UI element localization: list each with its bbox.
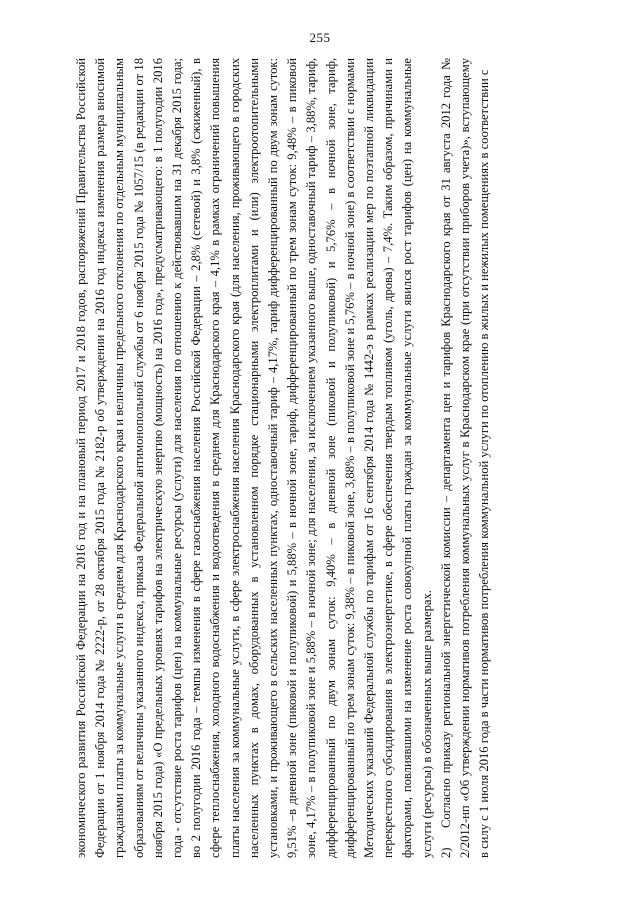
paragraph-2-text: Согласно приказу региональной энергетической комиссии – департамента цен и тарифов Краснодарского края от 31 августа 2012 года № 2/2012-нп «Об утверждении нормативов потребления коммунальных услуг в Краснодарском крае (при отсутствии приборов учета)», вступающему в силу с 1 июля 2016 года в части нормативов потребления коммунальной услуги по отоплению в жилых и нежилых помещениях в соответствии с [438, 58, 492, 858]
list-item-number: 2) [438, 847, 453, 858]
rotated-text-block [72, 58, 582, 858]
page-number: 255 [309, 30, 331, 45]
paragraph-1: экономического развития Российской Федерации на 2016 год и на плановый период 2017 и 2018 годов, распоряжений Правительства Российской Федерации от 1 ноября 2014 года № 2222-р, от 28 октября 2015 года № 2182-р об утверждении на 2016 год индекса изменения размера вносимой гражданами платы за коммунальные услуги в среднем для Краснодарского края и величины предельного отклонения по отдельным муниципальным образованиям от величины указанного индекса, приказа Федеральной антимонопольной службы от 6 ноября 2015 года № 1057/15 (в редакции от 18 ноября 2015 года) «О предельных уровнях тарифов на электрическую энергию (мощность) на 2016 год», предусматривающего: в 1 полугодии 2016 года - отсутствие роста тарифов (цен) на коммунальные ресурсы (услуги) для населения по отношению к действовавшим на 31 декабря 2015 года; во 2 полугодии 2016 года – темпы изменения в сфере газоснабжения населения Российской Федерации – 2,8% (сетевой) и 3,8% (сжиженный), в сфере теплоснабжения, холодного водоснабжения и водоотведения в среднем для Краснодарского края – 4,1% в рамках ограничений повышения платы населения за коммунальные услуги, в сфере электроснабжения населения Краснодарского края (для населения, проживающего в городских населенных пунктах в домах, оборудованных в установленном порядке стационарными электроплитами и (или) электроотопительными установками, и проживающего в сельских населенных пунктах, одноставочный тариф – 4,17%, тариф дифференцированный по двум зонам суток: 9,51% –в дневной зоне (пиковой и полупиковой) и 5,88% – в ночной зоне, тариф, дифференцированный по трем зонам суток: 9,48% – в пиковой зоне, 4,17% – в полупиковой зоне и 5,88% – в ночной зоне; для населения, за исключением указанного выше, одноставочный тариф – 3,88%, тариф, дифференцированный по двум зонам суток: 9,40% – в дневной зоне (пиковой и полупиковой) и 5,76% – в ночной зоне, тариф, дифференцированный по трем зонам суток: 9,38% – в пиковой зоне, 3,88% – в полупиковой зоне и 5,76% – в ночной зоне) в соответствии с нормами Методических указаний Федеральной службы по тарифам от 16 сентября 2014 года № 1442-э в рамках реализации мер по поэтапной ликвидации перекрестного субсидирования в электроэнергетике, в сфере обеспечения твердым топливом (уголь, дрова) – 7,4%. Таким образом, причинами и факторами, повлиявшими на изменение роста совокупной платы граждан за коммунальные услуги явился рост тарифов (цен) на коммунальные услуги (ресурсы) в обозначенных выше размерах. [74, 58, 434, 858]
document-body [72, 58, 494, 858]
paragraph-2 [437, 58, 495, 858]
